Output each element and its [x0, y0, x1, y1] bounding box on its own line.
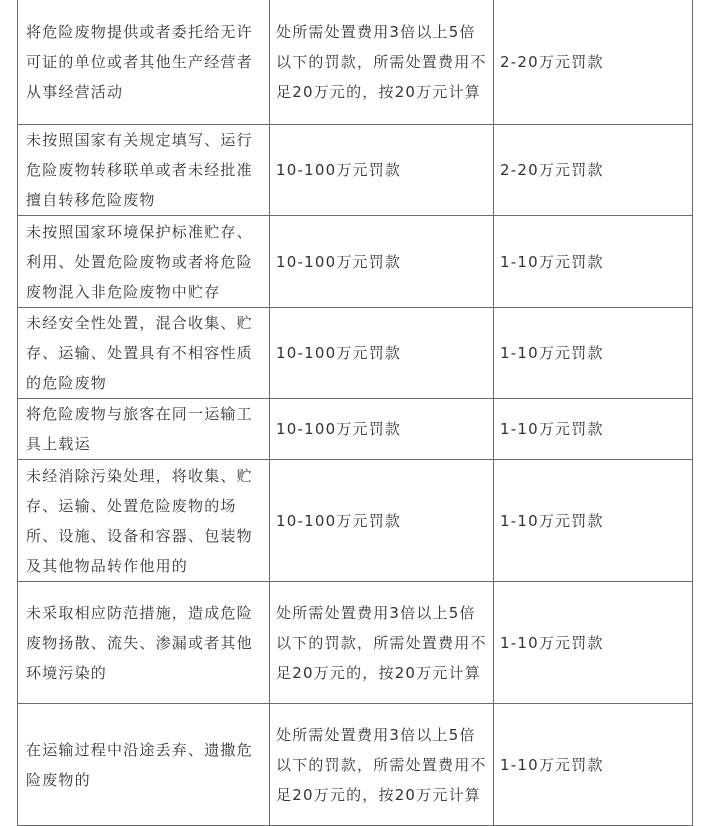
violation-cell: 未经安全性处置，混合收集、贮存、运输、处置具有不相容性质的危险废物	[18, 308, 270, 399]
individual-penalty-cell: 1-10万元罚款	[494, 460, 693, 582]
table-row	[18, 399, 693, 460]
individual-penalty-cell: 1-10万元罚款	[494, 308, 693, 399]
company-penalty-cell: 处所需处置费用3倍以上5倍以下的罚款，所需处置费用不足20万元的，按20万元计算	[270, 0, 494, 125]
company-penalty-cell: 10-100万元罚款	[270, 399, 494, 460]
violation-cell: 未按照国家有关规定填写、运行危险废物转移联单或者未经批准擅自转移危险废物	[18, 125, 270, 216]
violation-cell: 未按照国家环境保护标准贮存、利用、处置危险废物或者将危险废物混入非危险废物中贮存	[18, 216, 270, 308]
violation-cell: 将危险废物与旅客在同一运输工具上载运	[18, 399, 270, 460]
company-penalty-cell: 处所需处置费用3倍以上5倍以下的罚款，所需处置费用不足20万元的，按20万元计算	[270, 704, 494, 826]
violation-cell: 未经消除污染处理，将收集、贮存、运输、处置危险废物的场所、设施、设备和容器、包装物及其他物品转作他用的	[18, 460, 270, 582]
company-penalty-cell: 10-100万元罚款	[270, 308, 494, 399]
company-penalty-cell: 10-100万元罚款	[270, 216, 494, 308]
individual-penalty-cell: 1-10万元罚款	[494, 216, 693, 308]
company-penalty-cell: 处所需处置费用3倍以上5倍以下的罚款，所需处置费用不足20万元的，按20万元计算	[270, 582, 494, 704]
table-row	[18, 216, 693, 308]
table-row	[18, 460, 693, 582]
individual-penalty-cell: 1-10万元罚款	[494, 704, 693, 826]
violation-cell: 在运输过程中沿途丢弃、遗撒危险废物的	[18, 704, 270, 826]
individual-penalty-cell: 2-20万元罚款	[494, 0, 693, 125]
individual-penalty-cell: 1-10万元罚款	[494, 582, 693, 704]
table-row	[18, 308, 693, 399]
penalty-table	[17, 0, 693, 826]
table-row	[18, 125, 693, 216]
violation-cell: 将危险废物提供或者委托给无许可证的单位或者其他生产经营者从事经营活动	[18, 0, 270, 125]
company-penalty-cell: 10-100万元罚款	[270, 125, 494, 216]
individual-penalty-cell: 2-20万元罚款	[494, 125, 693, 216]
individual-penalty-cell: 1-10万元罚款	[494, 399, 693, 460]
table-row	[18, 582, 693, 704]
table-row	[18, 704, 693, 826]
table-row	[18, 0, 693, 125]
company-penalty-cell: 10-100万元罚款	[270, 460, 494, 582]
violation-cell: 未采取相应防范措施，造成危险废物扬散、流失、渗漏或者其他环境污染的	[18, 582, 270, 704]
